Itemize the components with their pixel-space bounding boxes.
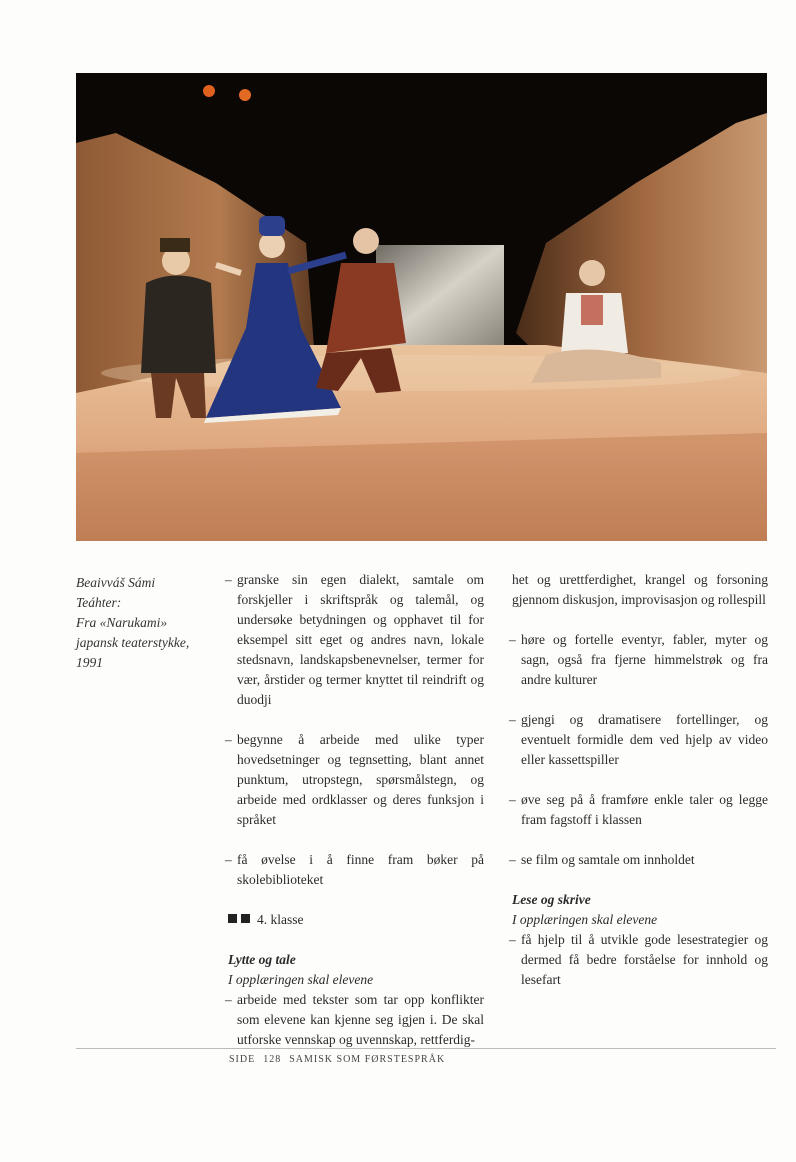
list-item-text: få hjelp til å utvikle gode lesestrategier og dermed få bedre forståelse for innhold og lesefart xyxy=(521,932,768,987)
square-bullet-icon xyxy=(241,914,250,923)
caption-line: Teáhter: xyxy=(76,595,122,610)
caption-line: japansk teaterstykke, xyxy=(76,635,190,650)
list-item: – arbeide med tekster som tar opp konflikter som elevene kan kjenne seg igjen i. De skal utforske vennskap og uvennskap, rettferdig- xyxy=(225,992,484,1047)
list-item-text: begynne å arbeide med ulike typer hovedsetninger og tegnsetting, blant annet punktum, utropstegn, spørsmålstegn, og arbeide med ordklasser og deres funksjon i språket xyxy=(237,732,484,827)
stage-illustration xyxy=(76,73,767,541)
page-number: 128 xyxy=(263,1054,282,1065)
list-item: – begynne å arbeide med ulike typer hovedsetninger og tegnsetting, blant annet punktum, utropstegn, spørsmålstegn, og arbeide med ordklasser og deres funksjon i språket xyxy=(225,732,484,827)
section-intro: I opplæringen skal elevene xyxy=(512,912,658,927)
list-item-text: øve seg på å framføre enkle taler og legge fram fagstoff i klassen xyxy=(521,792,768,827)
caption-line: Fra «Narukami» xyxy=(76,615,168,630)
section-intro: I opplæringen skal elevene xyxy=(228,972,374,987)
right-column xyxy=(509,570,768,990)
grade-heading xyxy=(228,910,484,930)
photo-caption xyxy=(76,573,206,673)
caption-line: Beaivváš Sámi xyxy=(76,575,156,590)
list-item-text: gjengi og dramatisere fortellinger, og eventuelt formidle dem ved hjelp av video eller kassettspiller xyxy=(521,712,768,767)
grade-label: 4. klasse xyxy=(257,912,304,927)
footer-divider xyxy=(76,1048,776,1049)
list-item-text: se film og samtale om innholdet xyxy=(521,852,695,867)
section-subhead: Lese og skrive xyxy=(512,892,591,907)
list-item-text: arbeide med tekster som tar opp konflikter som elevene kan kjenne seg igjen i. De skal utforske vennskap og uvennskap, rettferdig- xyxy=(237,992,484,1047)
list-item: – høre og fortelle eventyr, fabler, myter og sagn, også fra fjerne himmelstrøk og fra andre kulturer xyxy=(509,632,768,687)
list-item: – øve seg på å framføre enkle taler og legge fram fagstoff i klassen xyxy=(509,792,768,827)
page-footer xyxy=(229,1054,453,1065)
list-item-text: granske sin egen dialekt, samtale om forskjeller i skriftspråk og talemål, og undersøke betydningen og opphavet til for eksempel sitt eget og andres navn, lokale stedsnavn, landskapsbenevnelser, termer for vær, årstider og termer knyttet til reindrift og duodji xyxy=(237,572,484,707)
list-item: – gjengi og dramatisere fortellinger, og eventuelt formidle dem ved hjelp av video eller kassettspiller xyxy=(509,712,768,767)
caption-line: 1991 xyxy=(76,655,103,670)
section-subhead: Lytte og tale xyxy=(228,952,296,967)
theatre-stage-photo xyxy=(76,73,767,541)
list-item-text: høre og fortelle eventyr, fabler, myter og sagn, også fra fjerne himmelstrøk og fra andre kulturer xyxy=(521,632,768,687)
square-bullet-icon xyxy=(228,914,237,923)
list-item-continuation: het og urettferdighet, krangel og forsoning gjennom diskusjon, improvisasjon og rollespill xyxy=(512,572,768,607)
list-item: – få øvelse i å finne fram bøker på skolebiblioteket xyxy=(225,852,484,887)
footer-section: SAMISK SOM FØRSTESPRÅK xyxy=(289,1054,446,1065)
list-item: – få hjelp til å utvikle gode lesestrategier og dermed få bedre forståelse for innhold og lesefart xyxy=(509,932,768,987)
list-item-text: få øvelse i å finne fram bøker på skolebiblioteket xyxy=(237,852,484,887)
left-column xyxy=(225,570,484,1050)
footer-side-label: SIDE xyxy=(229,1054,256,1065)
list-item: – se film og samtale om innholdet xyxy=(509,852,695,867)
list-item: – granske sin egen dialekt, samtale om forskjeller i skriftspråk og talemål, og undersøke betydningen og opphavet til for eksempel sitt eget og andres navn, lokale stedsnavn, landskapsbenevnelser, termer for vær, årstider og termer knyttet til reindrift og duodji xyxy=(225,572,484,707)
